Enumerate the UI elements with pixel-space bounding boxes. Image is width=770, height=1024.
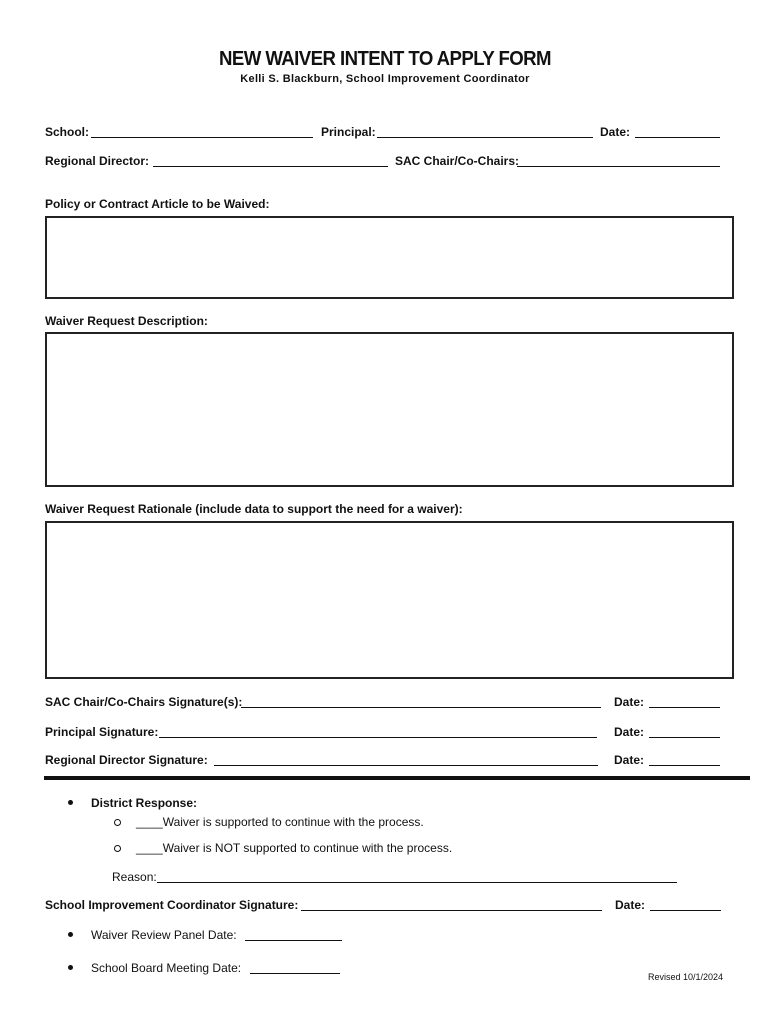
option-supported[interactable]: ____Waiver is supported to continue with the process. — [136, 815, 424, 829]
rationale-label: Waiver Request Rationale (include data to support the need for a waiver): — [45, 502, 463, 516]
principal-field[interactable] — [377, 137, 593, 138]
sac-date-label: Date: — [614, 695, 645, 709]
coordinator-date-label: Date: — [615, 898, 646, 912]
board-date-field[interactable] — [250, 973, 340, 974]
bullet-icon — [68, 965, 73, 970]
description-textbox[interactable] — [45, 332, 734, 487]
principal-label: Principal: — [321, 125, 376, 139]
form-subtitle: Kelli S. Blackburn, School Improvement Coordinator — [240, 73, 530, 85]
regional-director-field[interactable] — [153, 166, 388, 167]
regional-director-label: Regional Director: — [45, 154, 150, 168]
date-label: Date: — [600, 125, 631, 139]
reason-field[interactable] — [157, 882, 677, 883]
school-field[interactable] — [91, 137, 313, 138]
section-divider — [44, 776, 750, 780]
sac-signature-label: SAC Chair/Co-Chairs Signature(s): — [45, 695, 243, 709]
sac-date-field[interactable] — [649, 707, 720, 708]
board-date-label: School Board Meeting Date: — [91, 961, 242, 975]
reason-label: Reason: — [112, 870, 157, 884]
policy-textbox[interactable] — [45, 216, 734, 299]
district-response-label: District Response: — [91, 796, 198, 810]
panel-date-label: Waiver Review Panel Date: — [91, 928, 237, 942]
sac-chair-label: SAC Chair/Co-Chairs: — [395, 154, 520, 168]
option-circle-icon — [114, 845, 121, 852]
coordinator-date-field[interactable] — [650, 910, 721, 911]
option-circle-icon — [114, 819, 121, 826]
panel-date-field[interactable] — [245, 940, 342, 941]
date-field[interactable] — [635, 137, 720, 138]
regional-date-label: Date: — [614, 753, 645, 767]
description-label: Waiver Request Description: — [45, 314, 208, 328]
regional-signature-label: Regional Director Signature: — [45, 753, 208, 767]
rationale-textbox[interactable] — [45, 521, 734, 679]
option-not-supported[interactable]: ____Waiver is NOT supported to continue with the process. — [136, 841, 453, 855]
revised-note: Revised 10/1/2024 — [648, 972, 724, 982]
sac-chair-field[interactable] — [517, 166, 720, 167]
regional-signature-field[interactable] — [214, 765, 598, 766]
principal-date-field[interactable] — [649, 737, 720, 738]
regional-date-field[interactable] — [649, 765, 720, 766]
principal-signature-label: Principal Signature: — [45, 725, 159, 739]
school-label: School: — [45, 125, 89, 139]
form-title: NEW WAIVER INTENT TO APPLY FORM — [218, 48, 552, 70]
principal-date-label: Date: — [614, 725, 645, 739]
principal-signature-field[interactable] — [159, 737, 597, 738]
bullet-icon — [68, 932, 73, 937]
sac-signature-field[interactable] — [241, 707, 601, 708]
coordinator-signature-label: School Improvement Coordinator Signature: — [45, 898, 299, 912]
bullet-icon — [68, 800, 73, 805]
policy-label: Policy or Contract Article to be Waived: — [45, 197, 270, 211]
coordinator-signature-field[interactable] — [301, 910, 602, 911]
